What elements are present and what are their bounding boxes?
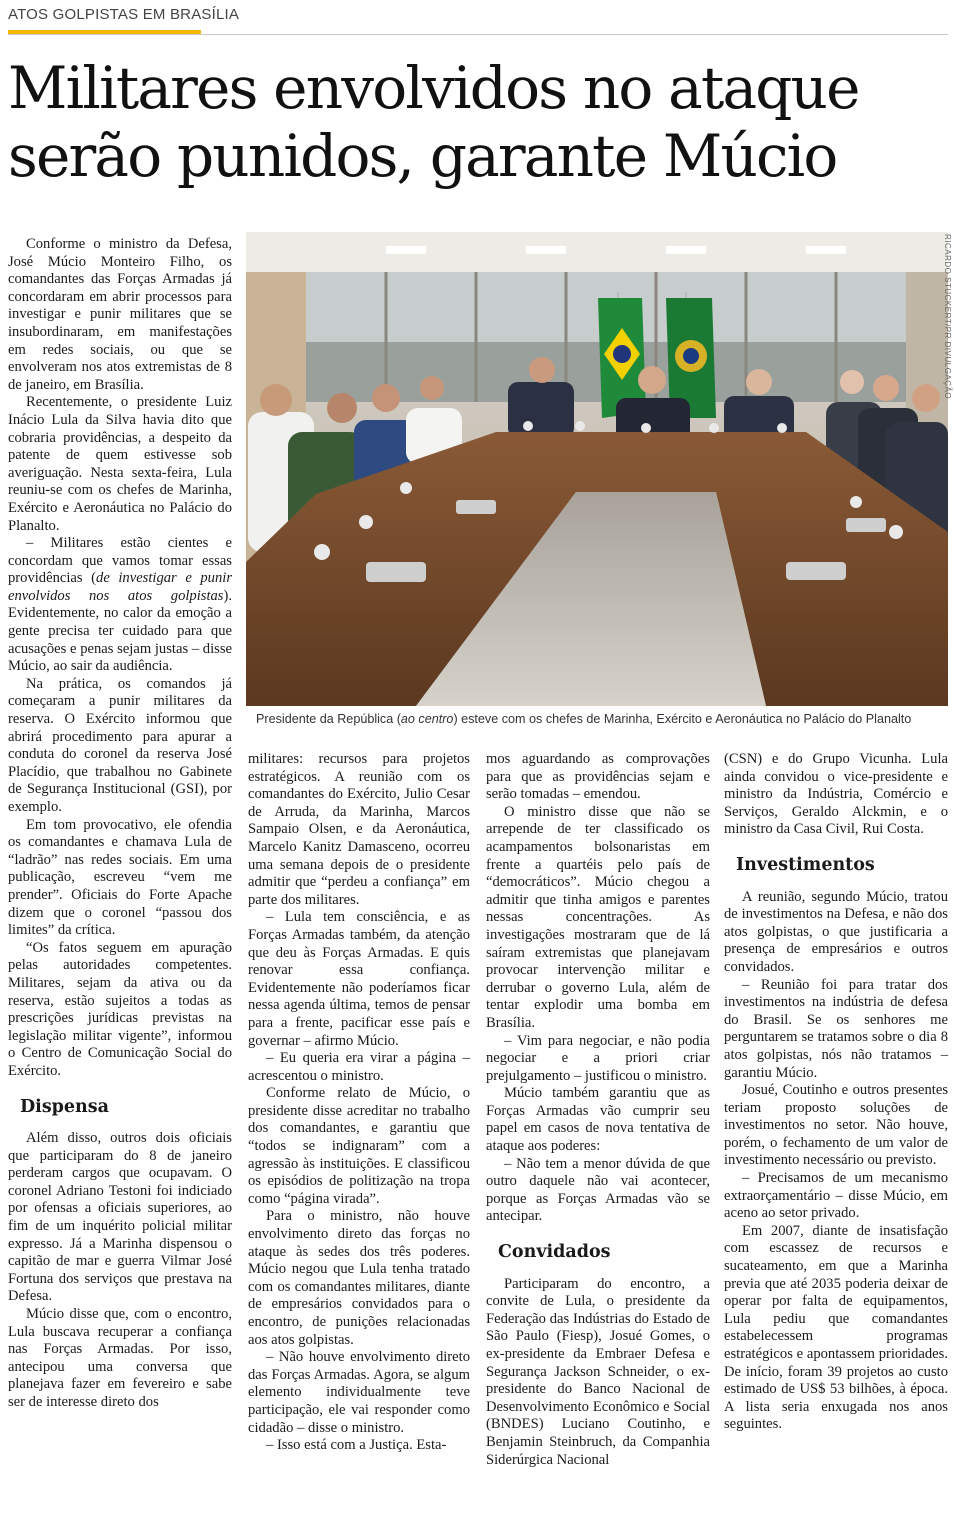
paragraph: Múcio disse que, com o encontro, Lula buscava recuperar a confiança nas Forças Armadas. Por isso, antecipou uma conversa que planejava fazer em fevereiro e sabe ser de interesse direto dos [8,1306,232,1410]
paragraph: Recentemente, o presidente Luiz Inácio Lula da Silva havia dito que cobraria providências, a despeito da patente de quem estivesse sob averiguação. Nesta sexta-feira, Lula reuniu-se com os chefes de Marinha, Exército e Aeronáutica no Palácio do Planalto. [8,394,232,534]
section-label: ATOS GOLPISTAS EM BRASÍLIA [8,6,240,23]
paragraph: mos aguardando as comprovações para que as providências sejam e serão tomadas – emendou. [486,751,710,803]
column-1 [8,236,232,1412]
paragraph: Conforme relato de Múcio, o presidente disse acreditar no trabalho dos comandantes, e garantiu que “todos se indignaram” com a agressão às instituições. E classificou os episódios de politização na tropa como “página virada”. [248,1085,470,1207]
column-4 [724,751,948,1434]
paragraph: Para o ministro, não houve envolvimento direto das forças no ataque às sedes dos três poderes. Múcio negou que Lula tenha tratado com os comandantes militares, diante de empresários convidados para o encontro, de punições relacionadas aos atos golpistas. [248,1208,470,1348]
paragraph: O ministro disse que não se arrepende de ter classificado os acampamentos bolsonaristas em frente a quartéis pelo país de “democráticos”. Múcio chegou a admitir que tinha amigos e parentes nessas concentrações. As investigações mostraram que de lá saíram extremistas que planejavam provocar intervenção militar e derrubar o governo Lula, além de tentar explodir uma bomba em Brasília. [486,803,710,1031]
paragraph: Múcio também garantiu que as Forças Armadas vão cumprir seu papel em casos de nova tentativa de ataque aos poderes: [486,1085,710,1155]
paragraph: Além disso, outros dois oficiais que participaram do 8 de janeiro perderam cargos que ocupavam. O coronel Adriano Testoni foi indiciado por ofensas a oficiais superiores, ao fim de um inquérito policial militar expresso. Já a Marinha dispensou o capitão de mar e guerra Vilmar José Fortuna dos serviços que prestava na Defesa. [8,1130,232,1305]
paragraph: – Não houve envolvimento direto das Forças Armadas. Agora, se algum elemento individualmente teve participação, ele vai responder como cidadão – disse o ministro. [248,1349,470,1436]
photo-caption: Presidente da República (ao centro) esteve com os chefes de Marinha, Exército e Aeronáutica no Palácio do Planalto [256,712,912,726]
paragraph: – Militares estão cientes e concordam que vamos tomar essas providências (de investigar e punir envolvidos nos atos golpistas). Evidentemente, no calor da emoção a gente precisa ter cuidado para que acusações e penas sejam justas – disse Múcio, ao sair da audiência. [8,535,232,675]
paragraph: – Lula tem consciência, e as Forças Armadas também, da atenção que deu às Forças Armadas. E quis renovar essa confiança. Evidentemente não poderíamos ficar nessa agenda última, temos de pensar para a frente, pacificar esse país e governar – afirmo Múcio. [248,909,470,1049]
paragraph: – Reunião foi para tratar dos investimentos na indústria de defesa do Brasil. Se os senhores me perguntarem se tratamos sobre o dia 8 atos golpistas, nós não tratamos – garantiu Múcio. [724,976,948,1081]
paragraph: Josué, Coutinho e outros presentes teriam proposto soluções de investimentos no setor. Não houve, porém, o fechamento de um valor de investimento necessário ou previsto. [724,1082,948,1169]
headline: Militares envolvidos no ataque serão punidos, garante Múcio [8,54,859,190]
paragraph: Em tom provocativo, ele ofendia os comandantes e chamava Lula de “ladrão” nas redes sociais. Em uma publicação, escreveu “vem me prender”. Oficiais do Forte Apache dizem que o coronel “passou dos limites” da crítica. [8,816,232,939]
photo-credit: RICARDO STUCKERT/PR DIVULGAÇÃO [943,234,952,400]
section-divider [8,34,948,35]
paragraph: Na prática, os comandos já começaram a punir militares da reserva. O Exército informou que abrirá procedimento para apurar a conduta do coronel da reserva José Placídio, que trabalhou no Gabinete de Segurança Institucional (GSI), por exemplo. [8,675,232,815]
paragraph: – Precisamos de um mecanismo extraorçamentário – disse Múcio, em aceno ao setor privado. [724,1170,948,1222]
subhead-dispensa: Dispensa [20,1096,109,1117]
meeting-photo [246,232,948,706]
meeting-photo-illustration [246,232,948,706]
subhead-convidados: Convidados [498,1242,611,1263]
column-2 [248,751,470,1455]
column-3 [486,751,710,1469]
subhead-investimentos: Investimentos [736,854,875,875]
paragraph: “Os fatos seguem em apuração pelas autoridades competentes. Militares, sejam da ativa ou da reserva, estão sujeitos a todas as prescrições jurídicas previstas na legislação militar vigente”, informou o Centro de Comunicação Social do Exército. [8,939,232,1079]
paragraph: (CSN) e do Grupo Vicunha. Lula ainda convidou o vice-presidente e ministro da Indústria, Comércio e Serviços, Geraldo Alckmin, e o ministro da Casa Civil, Rui Costa. [724,751,948,838]
paragraph: Conforme o ministro da Defesa, José Múcio Monteiro Filho, os comandantes das Forças Armadas já concordaram em abrir processos para investigar e punir militares que se insubordinaram, em manifestações em redes sociais, ou que se envolveram nos atos extremistas de 8 de janeiro, em Brasília. [8,236,232,393]
paragraph: – Isso está com a Justiça. Esta- [266,1437,447,1454]
paragraph: – Vim para negociar, e não podia negociar e a priori criar prejulgamento – justificou o ministro. [486,1032,710,1084]
paragraph: militares: recursos para projetos estratégicos. A reunião com os comandantes do Exército, Julio Cesar de Arruda, da Marinha, Marcos Sampaio Olsen, e da Aeronáutica, Marcelo Kanitz Damasceno, ocorreu uma semana depois de o presidente admitir que “perdeu a confiança” em parte dos militares. [248,751,470,908]
paragraph: A reunião, segundo Múcio, tratou de investimentos na Defesa, e não dos atos golpistas, o que justificaria a presença de empresários e outros convidados. [724,888,948,975]
paragraph: – Eu queria era virar a página – acrescentou o ministro. [248,1050,470,1084]
paragraph: Em 2007, diante de insatisfação com escassez de recursos e sucateamento, em que a Marinha previa que até 2035 poderia deixar de operar por falta de equipamentos, Lula pediu que comandantes estabelecessem programas estratégicos e apontassem prioridades. De início, foram 39 projetos ao custo estimado de US$ 53 bilhões, à época. A lista seria enxugada nos anos seguintes. [724,1222,948,1433]
paragraph: – Não tem a menor dúvida de que outro daquele não vai acontecer, porque as Forças Armadas vão se antecipar. [486,1155,710,1225]
paragraph: Participaram do encontro, a convite de Lula, o presidente da Federação das Indústrias do Estado de São Paulo (Fiesp), Josué Gomes, o ex-presidente da Embraer Defesa e Segurança Jackson Schneider, o ex-presidente do Banco Nacional de Desenvolvimento Econômico e Social (BNDES) Luciano Coutinho, e Benjamin Steinbruch, da Companhia Siderúrgica Nacional [486,1275,710,1468]
